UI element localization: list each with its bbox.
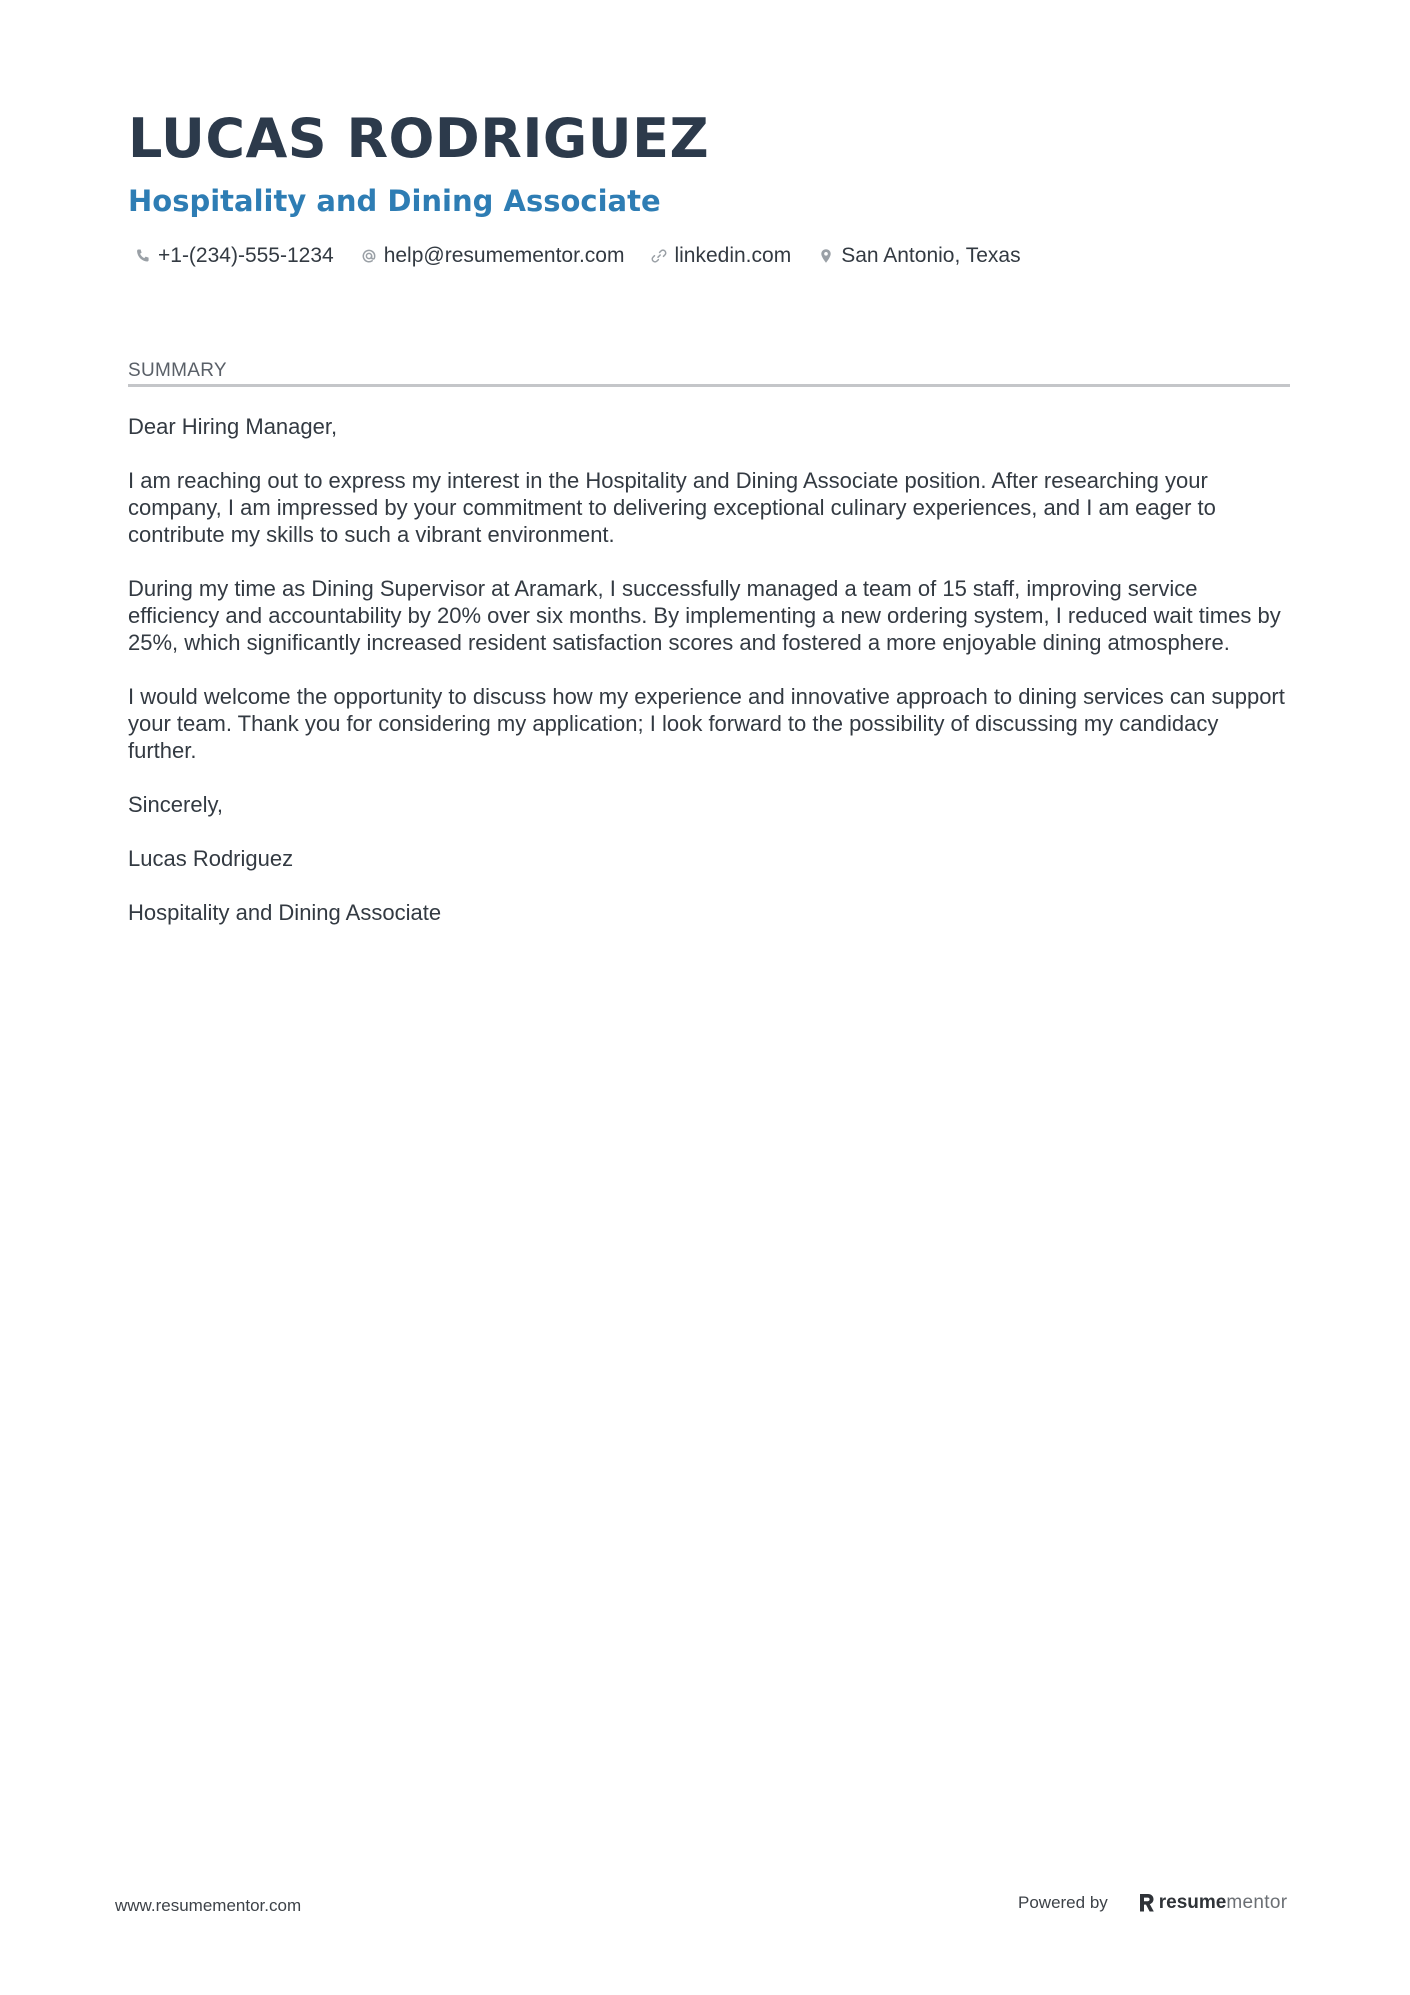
contact-phone — [134, 244, 334, 268]
footer-website-link[interactable]: www.resumementor.com — [115, 1896, 302, 1915]
location-pin-icon — [817, 247, 835, 265]
powered-by-badge[interactable] — [1018, 1892, 1287, 1914]
letter-signature-name: Lucas Rodriguez — [128, 846, 294, 871]
contact-linkedin-text: linkedin.com — [674, 244, 792, 267]
contact-phone-text: +1-(234)-555-1234 — [158, 244, 334, 267]
letter-signature-title: Hospitality and Dining Associate — [128, 900, 442, 925]
contact-email-text: help@resumementor.com — [383, 244, 625, 267]
powered-by-label: Powered by — [1018, 1893, 1108, 1912]
summary-section-heading — [128, 360, 1290, 387]
contact-location — [817, 244, 1020, 268]
letter-paragraph-2: During my time as Dining Supervisor at Aramark, I successfully managed a team of 15 staff, improving service efficiency and accountability by 20% over six months. By implementing a new ordering system, I reduced wait times by 25%, which significantly increased resident satisfaction scores and fostered a more enjoyable dining atmosphere. — [128, 576, 1281, 655]
letter-closing: Sincerely, — [128, 792, 223, 817]
letter-paragraph-1: I am reaching out to express my interest in the Hospitality and Dining Associate position. After researching your company, I am impressed by your commitment to delivering exceptional culinary experiences, and I am eager to contribute my skills to such a vibrant environment. — [128, 468, 1216, 547]
link-icon — [650, 247, 668, 265]
contact-bar — [134, 244, 1047, 268]
contact-email — [360, 244, 625, 268]
at-icon — [360, 247, 378, 265]
letter-salutation: Dear Hiring Manager, — [128, 414, 338, 439]
contact-linkedin — [650, 244, 791, 268]
brand-name-bold: resume — [1158, 1892, 1227, 1913]
contact-location-text: San Antonio, Texas — [841, 244, 1021, 267]
summary-heading-text: SUMMARY — [128, 360, 227, 381]
phone-icon — [134, 247, 152, 265]
letter-body — [128, 413, 1290, 953]
resumementor-logo-icon — [1138, 1892, 1156, 1914]
brand-name-light: mentor — [1226, 1892, 1288, 1913]
letter-paragraph-3: I would welcome the opportunity to discuss how my experience and innovative approach to dining services can support your team. Thank you for considering my application; I look forward to the possibility of discussing my candidacy further. — [128, 684, 1285, 763]
candidate-name: LUCAS RODRIGUEZ — [128, 107, 710, 170]
candidate-title: Hospitality and Dining Associate — [128, 184, 661, 218]
